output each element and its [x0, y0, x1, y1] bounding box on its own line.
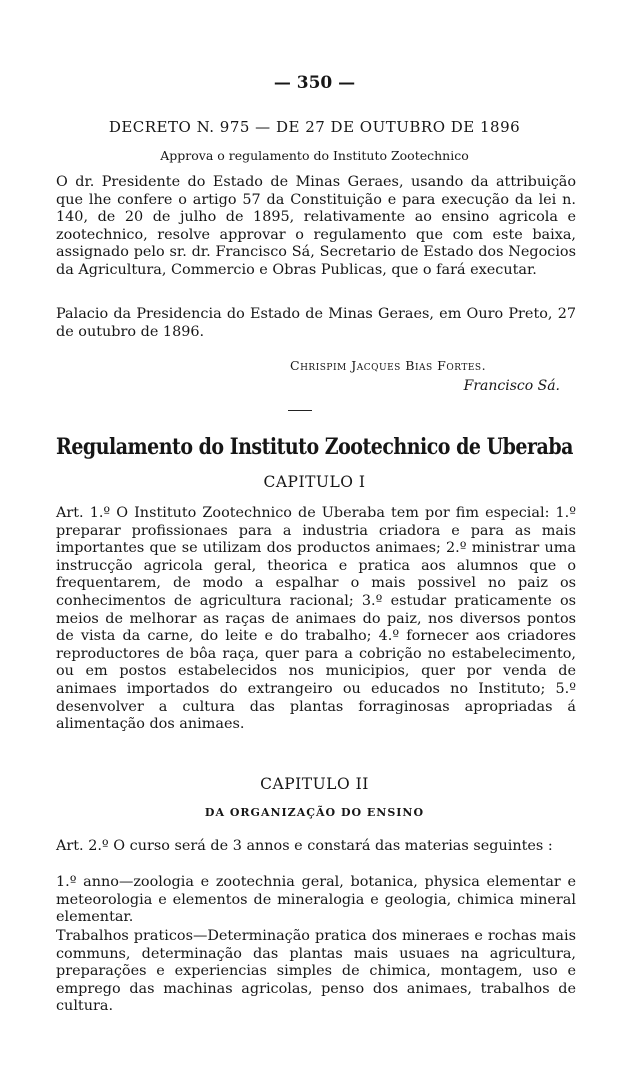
regulation-title: Regulamento do Instituto Zootechnico de Uberaba: [56, 433, 573, 461]
decree-subtitle: Approva o regulamento do Instituto Zootechnico: [160, 148, 469, 163]
section-heading: DA ORGANIZAÇÃO DO ENSINO: [204, 806, 425, 819]
signature-secretary: Francisco Sá.: [463, 378, 560, 394]
practical-works: Trabalhos praticos—Determinação pratica dos mineraes e rochas mais communs, determinação das plantas mais usuaes na agricultura, preparações e experiencias simples de chimica, montagem, uso e emprego das machinas agricolas, penso dos animaes, trabalhos de cultura.: [56, 928, 576, 1015]
signature-president: Chrispim Jacques Bias Fortes.: [290, 358, 487, 373]
decree-title: DECRETO N. 975 — DE 27 DE OUTUBRO DE 1896: [108, 118, 521, 136]
page-number: — 350 —: [273, 73, 356, 93]
article-1: Art. 1.º O Instituto Zootechnico de Uberaba tem por fim especial: 1.º preparar profissionaes para a industria criadora e para as mais importantes que se utilizam dos productos animaes; 2.º ministrar uma instrucção agricola geral, theorica e pratica aos alumnos que o frequentarem, de modo a espalhar o mais possivel no paiz os conhecimentos de agricultura racional; 3.º estudar praticamente os meios de melhorar as raças de animaes do paiz, nos diversos pontos de vista da carne, do leite e do trabalho; 4.º fornecer aos criadores reproductores de bôa raça, quer para a cobrição no estabelecimento, ou em postos estabelecidos nos municipios, quer por venda de animaes importados do extrangeiro ou educados no Instituto; 5.º desenvolver a cultura das plantas forraginosas apropriadas á alimentação dos animaes.: [56, 505, 576, 733]
chapter-heading: CAPITULO II: [260, 775, 369, 793]
decree-place-date: Palacio da Presidencia do Estado de Minas Geraes, em Ouro Preto, 27 de outubro de 1896.: [56, 306, 576, 340]
divider-rule: [288, 410, 312, 411]
decree-paragraph: O dr. Presidente do Estado de Minas Geraes, usando da attribuição que lhe confere o artigo 57 da Constituição e para execução da lei n. 140, de 20 de julho de 1895, relativamente ao ensino agricola e zootechnico, resolve approvar o regulamento que com este baixa, assignado pelo sr. dr. Francisco Sá, Secretario de Estado dos Negocios da Agricultura, Commercio e Obras Publicas, que o fará executar.: [56, 174, 576, 278]
chapter-heading: CAPITULO I: [263, 473, 366, 491]
year-1-subjects: 1.º anno—zoologia e zootechnia geral, botanica, physica elementar e meteorologia e elementos de mineralogia e geologia, chimica mineral elementar.: [56, 874, 576, 926]
article-2: Art. 2.º O curso será de 3 annos e constará das materias seguintes :: [56, 838, 553, 854]
